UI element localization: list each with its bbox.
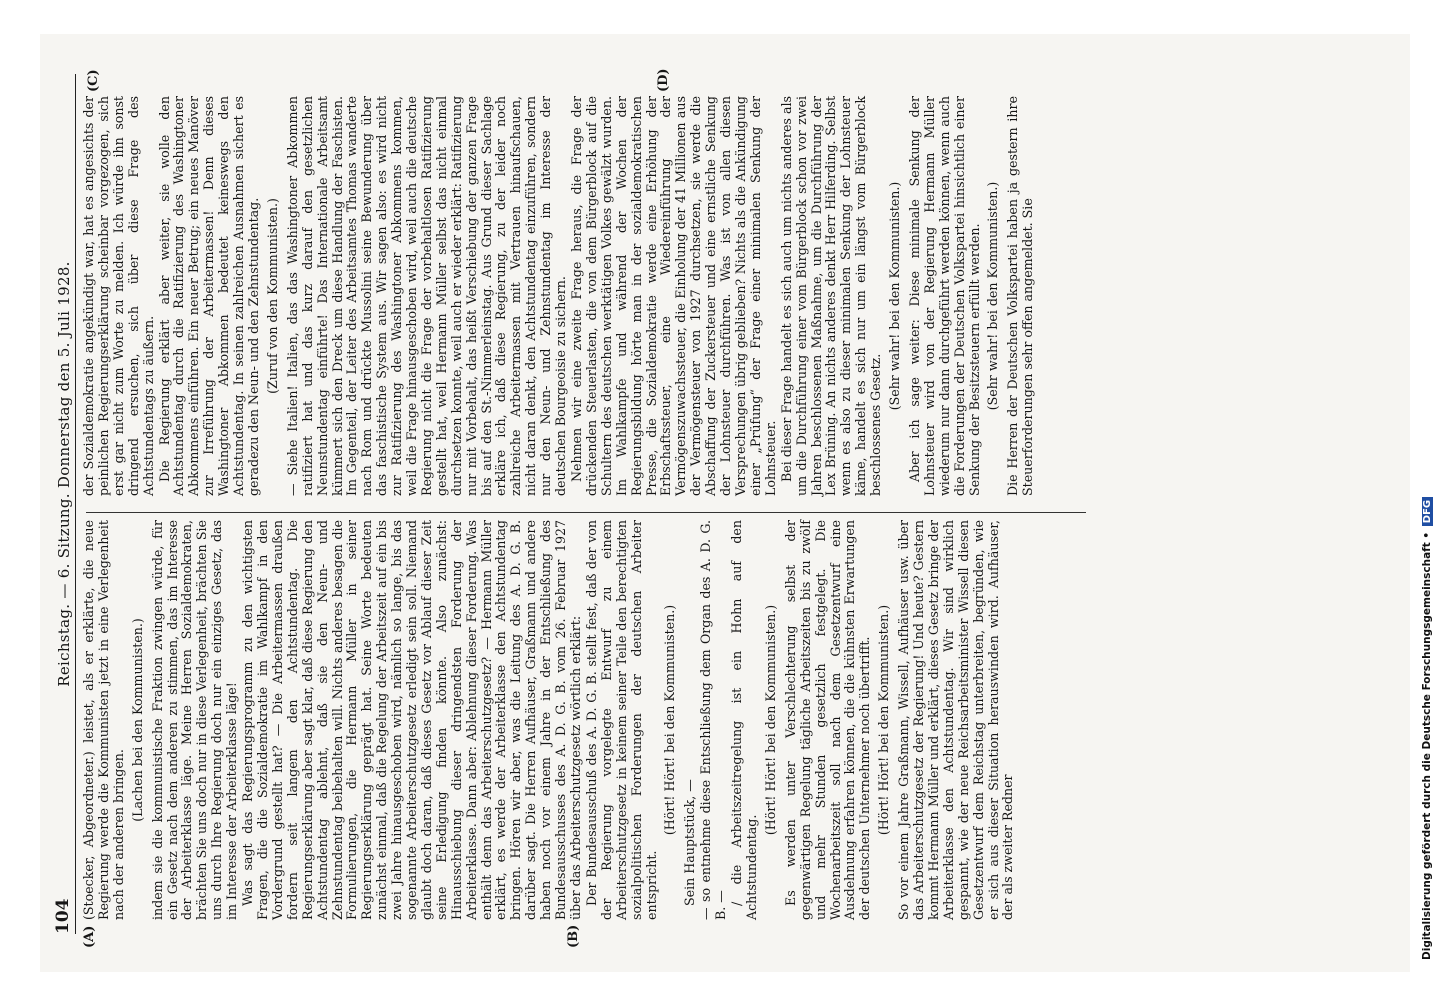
- page-header: [46, 74, 76, 934]
- paragraph: Die Regierung erklärt aber weiter, sie wolle den Achtstundentag durch die Ratifizierung des Washingtoner Abkommens einführen. Ein neuer Betrug; ein neues Manöver zur Irreführung der Arbeitermassen! Denn dieses Washingtoner Abkommen bedeutet keineswegs den Achtstundentag. In seinen zahlreichen Ausnahmen sichert es geradezu den Neun- und den Zehnstundentag.: [156, 96, 261, 496]
- interjection: (Sehr wahr! bei den Kommunisten.): [887, 181, 903, 411]
- interjection: (Sehr wahr! bei den Kommunisten.): [985, 181, 1001, 411]
- paragraph: Aber ich sage weiter: Diese minimale Senkung der Lohnsteuer wird von der Regierung Hermann Müller wiederum nur dann durchgeführt werden können, wenn auch die Forderungen der Deutschen Volkspartei hinsichtlich einer Senkung der Besitzsteuern erfüllt werden.: [906, 96, 982, 496]
- interjection: (Zuruf von den Kommunisten.): [264, 198, 280, 394]
- margin-marker-c: (C): [86, 69, 101, 92]
- paragraph: Sein Hauptstück, —: [682, 779, 698, 906]
- interjection: (Lachen bei den Kommunisten.): [129, 618, 145, 822]
- dfg-logo: DFG: [1422, 497, 1433, 526]
- paragraph: — so entnehme diese Entschließung dem Organ des A. D. G. B. —: [698, 520, 729, 920]
- margin-marker-d: (D): [656, 68, 671, 92]
- paragraph: Der Bundesausschuß des A. D. G. B. stellt fest, daß der von der Regierung vorgelegte Entwurf zu einem Arbeiterschutzgesetz in keinem seiner Teile den berechtigten sozialpolitischen Forderungen der deutschen Arbeiter entspricht.: [583, 520, 659, 920]
- margin-marker-a: (A): [82, 925, 97, 948]
- paragraph: Was sagt das Regierungsprogramm zu den wichtigsten Fragen, die die Sozialdemokratie im Wahlkampf in den Vordergrund gestellt hat? — Die Arbeitermassen draußen fordern seit langem den Achtstundentag. Die Regierungserklärung aber sagt klar, daß diese Regierung den Achtstundentag ablehnt, daß sie den Neun- und Zehnstundentag beibehalten will. Nichts anderes besagen die Formulierungen, die Hermann Müller in seiner Regierungserklärung geprägt hat. Seine Worte bedeuten zunächst einmal, daß die Regelung der Arbeitszeit auf ein bis zwei Jahre hinausgeschoben wird, nämlich so lange, bis das sogenannte Arbeiterschutzgesetz erledigt sein soll. Niemand glaubt doch daran, daß dieses Gesetz vor Ablauf dieser Zeit seine Erledigung finden könnte. Also zunächst: Hinausschiebung dieser dringendsten Forderung der Arbeiterklasse. Dann aber: Ablehnung dieser Forderung. Was enthält denn das Arbeiterschutzgesetz? — Hermann Müller erklärt, es werde der Arbeiterklasse den Achtstundentag bringen. Hören wir aber, was die Leitung des A. D. G. B. darüber sagt. Die Herren Aufhäuser, Graßmann und andere haben noch vor einem Jahre in der Entschließung des Bundesausschusses des A. D. G. B. vom 26. Februar 1927 über das Arbeiterschutzgesetz wörtlich erklärt:: [240, 520, 583, 920]
- interjection: (Hört! Hört! bei den Kommunisten.): [762, 604, 778, 836]
- paragraph: So vor einem Jahre Graßmann, Wissell, Aufhäuser usw. über das Arbeiterschutzgesetz der Regierung! Und heute? Gestern kommt Hermann Müller und erklärt, dieses Gesetz bringe der Arbeiterklasse den Achtstundentag. Wir sind wirklich gespannt, wie der neue Reichsarbeitsminister Wissell diesen Gesetzentwurf dem Reichstag unterbreiten, begründen, wie er sich aus dieser Situation herauswinden wird. Aufhäuser, der als zweiter Redner: [896, 520, 1016, 920]
- paragraph: Bei dieser Frage handelt es sich auch um nichts anderes als um die Durchführung einer vom Bürgerblock schon vor zwei Jahren beschlossenen Maßnahme, um die Durchführung der Lex Brüning. An nichts anderes denkt Herr Hilferding. Selbst wenn es also zu dieser minimalen Senkung der Lohnsteuer käme, handelt es sich nur um ein längst vom Bürgerblock beschlossenes Gesetz.: [778, 96, 884, 496]
- interjection: (Hört! Hört! bei den Kommunisten.): [662, 604, 678, 836]
- paragraph: Die Herren der Deutschen Volkspartei haben ja gestern ihre Steuerforderungen sehr offen angemeldet. Sie: [1005, 96, 1036, 496]
- paragraph: der Sozialdemokratie angekündigt war, hat es angesichts der peinlichen Regierungserklärung scheinbar vorgezogen, sich erst gar nicht zum Worte zu melden. Ich würde ihn sonst dringend ersuchen, sich über diese Frage des Achtstundentags zu äußern.: [81, 96, 156, 496]
- sidebar-credit: [1421, 60, 1434, 960]
- credit-text: Digitalisierung gefördert durch die Deutsche Forschungsgemeinschaft •: [1421, 531, 1433, 960]
- running-title: Reichstag. — 6. Sitzung. Donnerstag den 5. Juli 1928.: [55, 261, 73, 687]
- paragraph: (Stoecker, Abgeordneter.) leistet, als er erklärte, die neue Regierung werde die Kommunisten jetzt in eine Verlegenheit nach der anderen bringen.: [81, 520, 126, 920]
- paragraph: / die Arbeitszeitregelung ist ein Hohn auf den Achtstundentag.: [729, 520, 759, 920]
- column-divider: [86, 512, 1086, 513]
- paragraph: Es werden unter Verschlechterung selbst der gegenwärtigen Regelung tägliche Arbeitszeiten bis zu zwölf und mehr Stunden gesetzlich festgelegt. Die Wochenarbeitszeit soll nach dem Gesetzentwurf eine Ausdehnung erfahren können, die die kühnsten Erwartungen der deutschen Unternehmer noch übertrifft.: [782, 520, 873, 920]
- page-number: 104: [53, 898, 73, 934]
- interjection: (Hört! Hört! bei den Kommunisten.): [876, 604, 892, 836]
- left-column: [82, 520, 1017, 920]
- right-column: [82, 96, 1037, 496]
- rotated-page: [46, 68, 1092, 948]
- paragraph: Nehmen wir eine zweite Frage heraus, die Frage der drückenden Steuerlasten, die von dem Bürgerblock auf die Schultern des deutschen werktätigen Volkes gewälzt wurden. Im Wahlkampfe und während der Wochen der Regierungsbildung hörte man in der sozialdemokratischen Presse, die Sozialdemokratie werde eine Erhöhung der Erbschaftssteuer, eine Wiedereinführung der Vermögenszuwachssteuer, die Einholung der 41 Millionen aus der Vermögensteuer von 1927 durchsetzen, sie werde die Abschaffung der Zuckersteuer und eine ernstliche Senkung der Lohnsteuer durchführen. Was ist von allen diesen Versprechungen übrig geblieben? Nichts als die Ankündigung einer „Prüfung“ der Frage einer minimalen Senkung der Lohnsteuer.: [569, 96, 778, 496]
- paragraph: indem sie die kommunistische Fraktion zwingen würde, für ein Gesetz nach dem anderen zu stimmen, das im Interesse der Arbeiterklasse läge. Meine Herren Sozialdemokraten, brächten Sie uns doch nur in diese Verlegenheit, brächten Sie uns durch Ihre Regierung doch nur ein einziges Gesetz, das im Interesse der Arbeiterklasse läge!: [149, 520, 240, 920]
- margin-marker-b: (B): [566, 924, 581, 948]
- paragraph: — Siehe Italien! Italien, das das Washingtoner Abkommen ratifiziert hat und das kurz darauf den gesetzlichen Neunstundentag einführte! Das Internationale Arbeitsamt kümmert sich den Dreck um diese Handlung der Faschisten. Im Gegenteil, der Leiter des Arbeitsamtes Thomas wanderte nach Rom und drückte Mussolini seine Bewunderung über das faschistische System aus. Wir sagen also: es wird nicht zur Ratifizierung des Washingtoner Abkommens kommen, weil die Frage hinausgeschoben wird, weil auch die deutsche Regierung nicht die Frage der vorbehaltlosen Ratifizierung gestellt hat, weil Hermann Müller selbst das nicht einmal durchsetzen konnte, weil auch er wieder erklärt: Ratifizierung nur mit Vorbehalt, das heißt Verschiebung der ganzen Frage bis auf den St.-Nimmerleinstag. Aus Grund dieser Sachlage erkläre ich, daß diese Regierung, zu der leider noch zahlreiche Arbeitermassen mit Vertrauen hinaufschauen, nicht daran denkt, den Achtstundentag einzuführen, sondern nur den Neun- und Zehnstundentag im Interesse der deutschen Bourgeoisie zu sichern.: [284, 96, 569, 496]
